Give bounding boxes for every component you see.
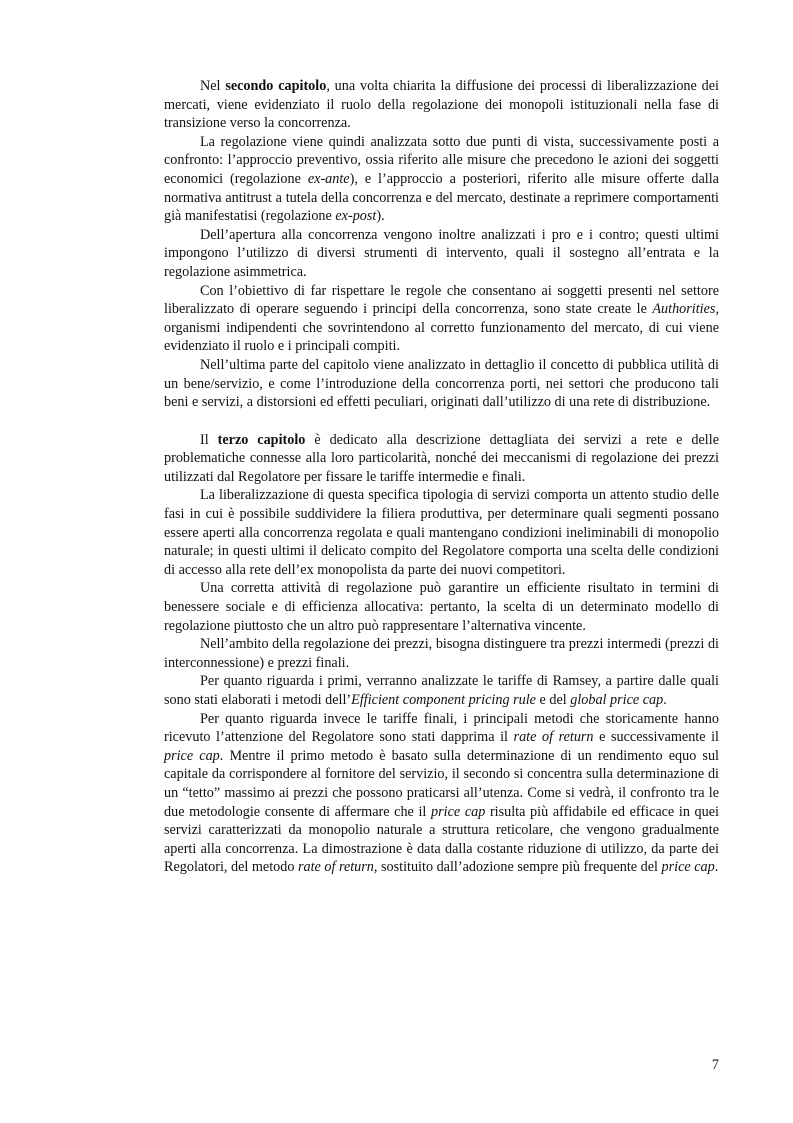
italic-term: price cap xyxy=(164,747,220,764)
italic-term: price cap xyxy=(431,803,486,820)
paragraph: Per quanto riguarda invece le tariffe finali, i principali metodi che storicamente hanno ricevuto l’attenzione del Regolatore sono stati dapprima il rate of return e successivamente il price cap. Mentre il primo metodo è basato sulla determinazione di un rendimento equo sul capitale da corrispondere al fornitore del servizio, il secondo si concentra sulla determinazione di un “tetto” massimo ai prezzi che possono praticarsi all’utenza. Come si vedrà, il confronto tra le due metodologie consente di affermare che il price cap risulta più affidabile ed efficace in quei servizi caratterizzati da monopolio naturale a struttura reticolare, che vengono gradualmente aperti alla concorrenza. La dimostrazione è data dalla costante riduzione di utilizzo, da parte dei Regolatori, del metodo rate of return, sostituito dall’adozione sempre più frequente del price cap. xyxy=(164,710,719,876)
section-gap xyxy=(164,412,719,431)
paragraph: Con l’obiettivo di far rispettare le regole che consentano ai soggetti presenti nel settore liberalizzato di operare seguendo i principi della concorrenza, sono state create le Authorities, organismi indipendenti che sovrintendono al corretto funzionamento del mercato, di cui viene evidenziato il ruolo e i principali compiti. xyxy=(164,282,719,355)
italic-term: global price cap xyxy=(570,692,664,708)
paragraph: Nel secondo capitolo, una volta chiarita la diffusione dei processi di liberalizzazione dei mercati, viene evidenziato il ruolo della regolazione dei monopoli istituzionali nella fase di transizione verso la concorrenza. xyxy=(164,78,719,132)
italic-term: rate of return xyxy=(513,729,594,746)
section-third-chapter xyxy=(164,431,719,877)
italic-term: ex-post xyxy=(335,208,377,225)
italic-term: price cap xyxy=(661,859,715,876)
paragraph: La liberalizzazione di questa specifica tipologia di servizi comporta un attento studio delle fasi in cui è possibile suddividere la filiera produttiva, per determinare quali segmenti possano essere aperti alla concorrenza regolata e quali mantengano condizioni ineliminabili di monopolio naturale; in questi ultimi il delicato compito del Regolatore comporta una scelta delle condizioni di accesso alla rete dell’ex monopolista da parte dei nuovi competitori. xyxy=(164,487,719,578)
paragraph: La regolazione viene quindi analizzata sotto due punti di vista, successivamente posti a confronto: l’approccio preventivo, ossia riferito alle misure che precedono le azioni dei soggetti economici (regolazione ex-ante), e l’approccio a posteriori, riferito alle misure offerte dalla normativa antitrust a tutela della concorrenza e del mercato, destinate a reprimere comportamenti già manifestatisi (regolazione ex-post). xyxy=(164,133,719,225)
italic-term: Authorities xyxy=(652,301,716,318)
paragraph: Dell’apertura alla concorrenza vengono inoltre analizzati i pro e i contro; questi ultimi impongono l’utilizzo di diversi strumenti di intervento, quali il sostegno all’entrata e la regolazione asimmetrica. xyxy=(164,226,719,280)
section-second-chapter xyxy=(164,77,719,412)
italic-term: rate of return xyxy=(297,859,374,876)
paragraph: Una corretta attività di regolazione può garantire un efficiente risultato in termini di benessere sociale e di efficienza allocativa: pertanto, la scelta di un determinato modello di regolazione piuttosto che un altro può rappresentare l’alternativa vincente. xyxy=(164,580,719,634)
italic-term: ex-ante xyxy=(307,170,350,187)
paragraph: Il terzo capitolo è dedicato alla descrizione dettagliata dei servizi a rete e delle problematiche connesse alla loro particolarità, nonché dei meccanismi di regolazione dei prezzi utilizzati dal Regolatore per fissare le tariffe intermedie e finali. xyxy=(164,431,719,485)
page-number: 7 xyxy=(711,1057,719,1073)
paragraph: Nell’ambito della regolazione dei prezzi, bisogna distinguere tra prezzi intermedi (prezzi di interconnessione) e prezzi finali. xyxy=(164,636,719,671)
paragraph: Per quanto riguarda i primi, verranno analizzate le tariffe di Ramsey, a partire dalle quali sono stati elaborati i metodi dell’Efficient component pricing rule e del global price cap. xyxy=(164,673,719,708)
body-text xyxy=(164,77,719,877)
bold-emphasis: secondo capitolo xyxy=(225,78,327,94)
paragraph: Nell’ultima parte del capitolo viene analizzato in dettaglio il concetto di pubblica utilità di un bene/servizio, e come l’introduzione della concorrenza porti, nei settori che producono tali beni e servizi, a distorsioni ed effetti peculiari, originati dall’utilizzo di una rete di distribuzione. xyxy=(164,356,719,411)
italic-term: Efficient component pricing rule xyxy=(351,692,536,708)
bold-emphasis: terzo capitolo xyxy=(217,431,306,448)
